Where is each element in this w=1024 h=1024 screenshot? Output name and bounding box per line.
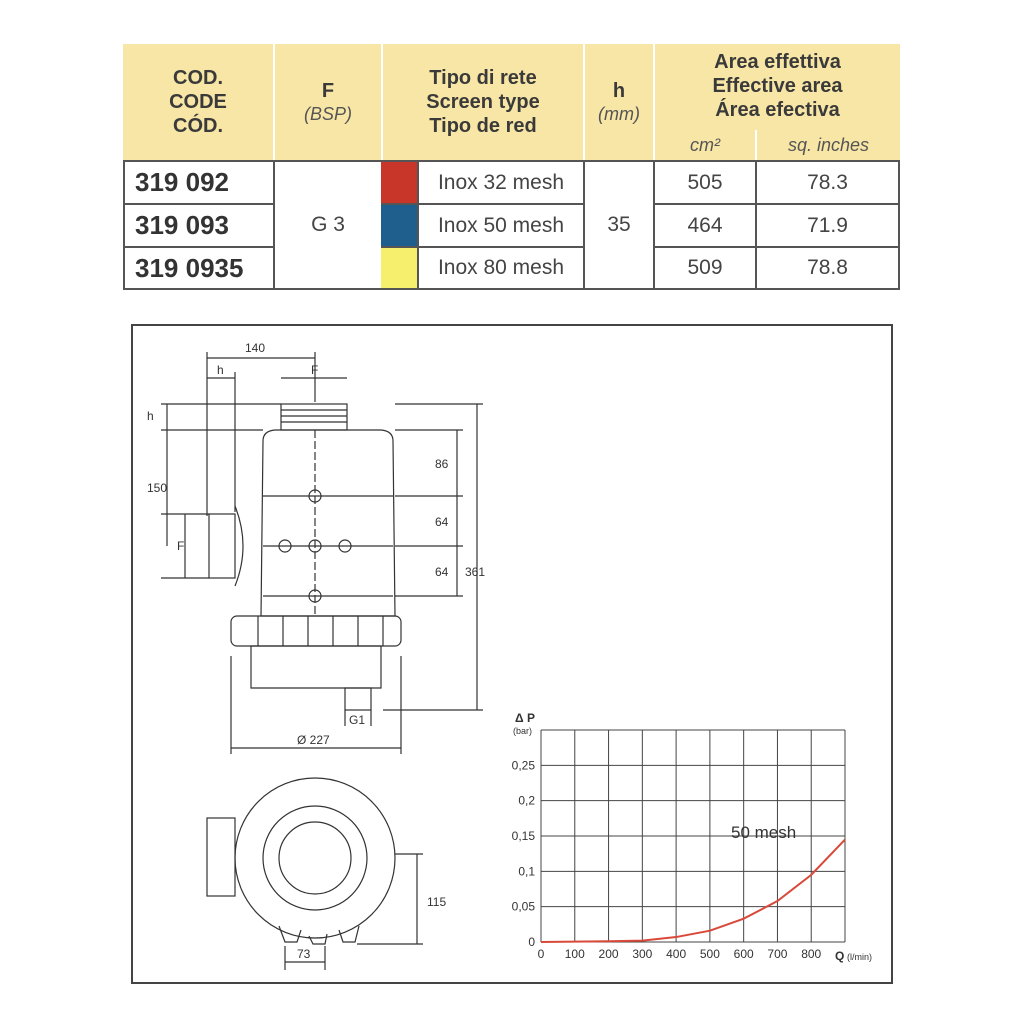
x-tick-label: 300 (632, 947, 653, 961)
dim-86: 86 (435, 457, 449, 471)
swatch-50-mesh (381, 205, 417, 246)
header-code-it: COD. (173, 67, 223, 89)
top-view-inlet (207, 818, 235, 896)
row-area-cm2: 464 (687, 213, 723, 237)
dim-73: 73 (297, 947, 311, 961)
y-tick-label: 0,05 (511, 899, 535, 914)
header-screen-it: Tipo di rete (429, 67, 537, 89)
row-area-cm2: 509 (687, 256, 723, 279)
clamp-ring (231, 616, 401, 646)
header-h-label: h (612, 80, 626, 102)
row-area-cm2: 505 (687, 170, 723, 194)
dim-150: 150 (147, 481, 168, 495)
header-f (275, 44, 381, 160)
f-value: G 3 (311, 213, 345, 236)
series-label: 50 mesh (731, 823, 797, 842)
y-tick-label: 0,2 (518, 793, 535, 808)
header-separator (755, 130, 757, 160)
header-f-label: F (321, 80, 335, 102)
row-area-sqin: 71.9 (807, 213, 848, 237)
spec-table (123, 44, 900, 290)
technical-drawing (133, 326, 891, 982)
chart-x-label: Q (835, 949, 845, 963)
filter-body (261, 430, 395, 616)
swatch-32-mesh (381, 162, 417, 203)
row-area-sqin: 78.3 (807, 170, 848, 194)
x-tick-label: 400 (666, 947, 687, 961)
x-tick-label: 600 (733, 947, 754, 961)
chart-y-label: Δ P (515, 711, 535, 725)
header-code-es: CÓD. (173, 115, 223, 137)
row-area-sqin: 78.8 (807, 256, 848, 279)
drawing-panel (131, 324, 893, 984)
y-tick-label: 0,25 (511, 758, 535, 773)
header-f-sub: (BSP) (303, 104, 352, 124)
x-tick-label: 700 (767, 947, 788, 961)
dim-g1: G1 (349, 713, 366, 727)
dim-227: Ø 227 (297, 733, 330, 747)
row-screen-type: Inox 32 mesh (437, 170, 565, 194)
x-tick-label: 500 (699, 947, 720, 961)
pressure-drop-chart (512, 711, 872, 963)
row-screen-type: Inox 50 mesh (437, 213, 565, 237)
y-tick-label: 0,15 (511, 829, 535, 843)
top-view-body (235, 778, 395, 938)
row-code: 319 093 (135, 210, 229, 240)
header-screen-es: Tipo de red (429, 115, 537, 137)
header-area-cm2: cm² (690, 134, 720, 155)
x-tick-label: 200 (598, 947, 619, 961)
header-area-es: Área efectiva (715, 99, 840, 121)
header-h-sub: (mm) (598, 104, 640, 124)
x-tick-label: 100 (564, 947, 585, 961)
series-line-50-mesh (541, 840, 845, 942)
grid-line (898, 160, 900, 290)
header-h (585, 44, 653, 160)
top-thread (281, 404, 347, 430)
header-code (123, 44, 273, 160)
side-inlet-thread (209, 514, 235, 578)
row-code: 319 092 (135, 167, 229, 197)
dim-64-upper: 64 (435, 515, 449, 529)
h-value: 35 (607, 213, 631, 236)
dim-361: 361 (465, 565, 486, 579)
side-inlet-flange (235, 506, 243, 586)
y-tick-label: 0,1 (518, 864, 535, 879)
y-tick-label: 0 (528, 935, 535, 949)
dim-f-left: F (177, 539, 185, 553)
dim-h-left: h (147, 409, 154, 423)
dim-64-lower: 64 (435, 565, 449, 579)
x-tick-label: 0 (537, 947, 545, 961)
header-area-it: Area effettiva (714, 51, 841, 73)
dim-h-top: h (217, 363, 224, 377)
chart-y-unit: (bar) (513, 726, 533, 736)
header-screen (383, 44, 583, 160)
row-code: 319 0935 (135, 252, 244, 283)
dim-f-top: F (311, 363, 319, 377)
swatch-80-mesh (381, 248, 417, 288)
bowl (251, 646, 381, 688)
row-screen-type: Inox 80 mesh (437, 256, 565, 279)
drain-outlet (345, 688, 371, 710)
bottom-rule (123, 288, 900, 290)
chart-x-unit: (l/min) (847, 952, 872, 962)
dim-115: 115 (427, 895, 447, 909)
header-code-en: CODE (169, 91, 227, 113)
header-area-en: Effective area (712, 75, 843, 97)
dim-140: 140 (245, 341, 266, 355)
header-screen-en: Screen type (426, 91, 540, 113)
x-tick-label: 800 (801, 947, 822, 961)
header-area-sqin: sq. inches (787, 134, 870, 155)
